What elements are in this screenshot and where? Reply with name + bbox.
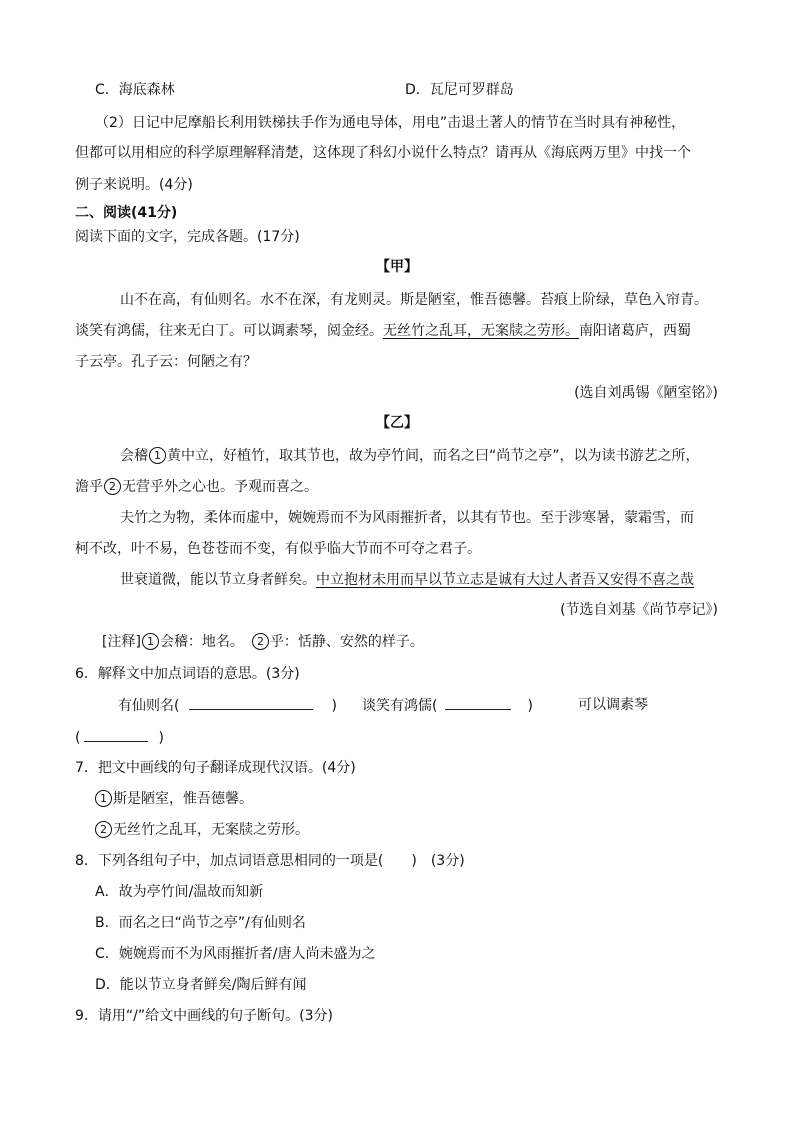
note-marker-2: 2 xyxy=(104,478,121,495)
passage-text: 世衰道微，能以节立身者鲜矣。 xyxy=(120,572,316,588)
paren: ) xyxy=(527,698,533,714)
passage-yi-p1-line2 xyxy=(75,477,318,497)
underlined-sentence: 中立抱材未用而早以节立志是诚有大过人者吾又安得不喜之哉 xyxy=(316,572,694,588)
q8-option-d: D．能以节立身者鲜矣/陶后鲜有闻 xyxy=(95,977,307,993)
q8-option-a: A．故为亭竹间/温故而知新 xyxy=(95,884,264,900)
annotation-text: 会稽：地名。 xyxy=(159,634,237,650)
paren: ) xyxy=(158,730,164,746)
q6-item3-blank xyxy=(75,727,164,748)
q6-word: 有仙则名( xyxy=(118,698,180,714)
passage-yi-source: (节选自刘基《尚节亭记》) xyxy=(560,602,718,618)
section-heading: 二、阅读(41分) xyxy=(75,205,178,221)
q5-sub2-line2: 但都可以用相应的科学原理解释清楚，这体现了科幻小说什么特点？请再从《海底两万里》中找一个 xyxy=(75,145,691,161)
answer-blank[interactable] xyxy=(445,695,511,710)
option-d: D．瓦尼可罗群岛 xyxy=(405,82,514,98)
passage-jia-title: 【甲】 xyxy=(376,259,418,275)
option-c: C．海底森林 xyxy=(95,82,175,98)
annotation-label: [注释] xyxy=(102,634,141,650)
note-marker-2: 2 xyxy=(252,633,269,650)
item-marker-1: 1 xyxy=(95,790,112,807)
paren: ( xyxy=(75,730,81,746)
passage-jia-line3: 子云亭。孔子云：何陋之有？ xyxy=(75,354,257,370)
q7-sentence2 xyxy=(94,820,309,840)
q8-option-b: B．而名之曰“尚节之亭”/有仙则名 xyxy=(95,915,306,931)
q6-item1 xyxy=(118,695,337,716)
q7-text: 斯是陋室，惟吾德馨。 xyxy=(113,791,253,807)
q7-stem: 7．把文中画线的句子翻译成现代汉语。(4分) xyxy=(75,760,356,776)
annotation xyxy=(102,632,424,652)
passage-yi-p1-line1 xyxy=(120,446,700,466)
q5-sub2-line3: 例子来说明。(4分) xyxy=(75,177,193,193)
note-marker-1: 1 xyxy=(149,447,166,464)
passage-text: 南阳诸葛庐，西蜀 xyxy=(579,323,691,339)
passage-yi-p3 xyxy=(120,570,694,590)
answer-blank[interactable] xyxy=(189,695,313,710)
q8-option-c: C．婉婉焉而不为风雨摧折者/唐人尚未盛为之 xyxy=(95,946,376,962)
q6-stem: 6．解释文中加点词语的意思。(3分) xyxy=(75,666,300,682)
q6-word: 谈笑有鸿儒( xyxy=(362,698,438,714)
passage-yi-p2-line1: 夫竹之为物，柔体而虚中，婉婉焉而不为风雨摧折者，以其有节也。至于涉寒暑，蒙霜雪，而 xyxy=(120,510,694,526)
q7-text: 无丝竹之乱耳，无案牍之劳形。 xyxy=(113,822,309,838)
underlined-sentence: 无丝竹之乱耳，无案牍之劳形。 xyxy=(383,323,579,339)
paren: ) xyxy=(331,698,337,714)
q9-stem: 9．请用“/”给文中画线的句子断句。(3分) xyxy=(75,1008,333,1024)
q6-item2 xyxy=(362,695,533,716)
passage-jia-source: (选自刘禹锡《陋室铭》) xyxy=(574,385,718,401)
q5-sub2-line1: （2）日记中尼摩船长利用铁梯扶手作为通电导体，用电”击退土著人的情节在当时具有神秘性， xyxy=(95,115,686,131)
q8-stem: 8．下列各组句子中，加点词语意思相同的一项是( ) (3分) xyxy=(75,853,465,869)
passage-jia-line2 xyxy=(75,321,691,341)
passage-text: 谈笑有鸿儒，往来无白丁。可以调素琴，阅金经。 xyxy=(75,323,383,339)
passage-jia-line1: 山不在高，有仙则名。水不在深，有龙则灵。斯是陋室，惟吾德馨。苔痕上阶绿，草色入帘青。 xyxy=(120,292,708,308)
annotation-text: 乎：恬静、安然的样子。 xyxy=(269,634,424,650)
item-marker-2: 2 xyxy=(95,821,112,838)
passage-yi-title: 【乙】 xyxy=(376,415,418,431)
section-intro: 阅读下面的文字，完成各题。(17分) xyxy=(75,229,300,245)
note-marker-1: 1 xyxy=(142,633,159,650)
passage-text: 黄中立，好植竹，取其节也，故为亭竹间，而名之曰“尚节之亭”，以为读书游艺之所， xyxy=(167,448,700,464)
q7-sentence1 xyxy=(94,789,253,809)
passage-text: 会稽 xyxy=(120,448,148,464)
passage-yi-p2-line2: 柯不改，叶不易，色苍苍而不变，有似乎临大节而不可夺之君子。 xyxy=(75,541,481,557)
answer-blank[interactable] xyxy=(84,727,148,742)
passage-text: 无营乎外之心也。予观而喜之。 xyxy=(122,479,318,495)
q6-item3: 可以调素琴 xyxy=(578,697,648,713)
passage-text: 澹乎 xyxy=(75,479,103,495)
